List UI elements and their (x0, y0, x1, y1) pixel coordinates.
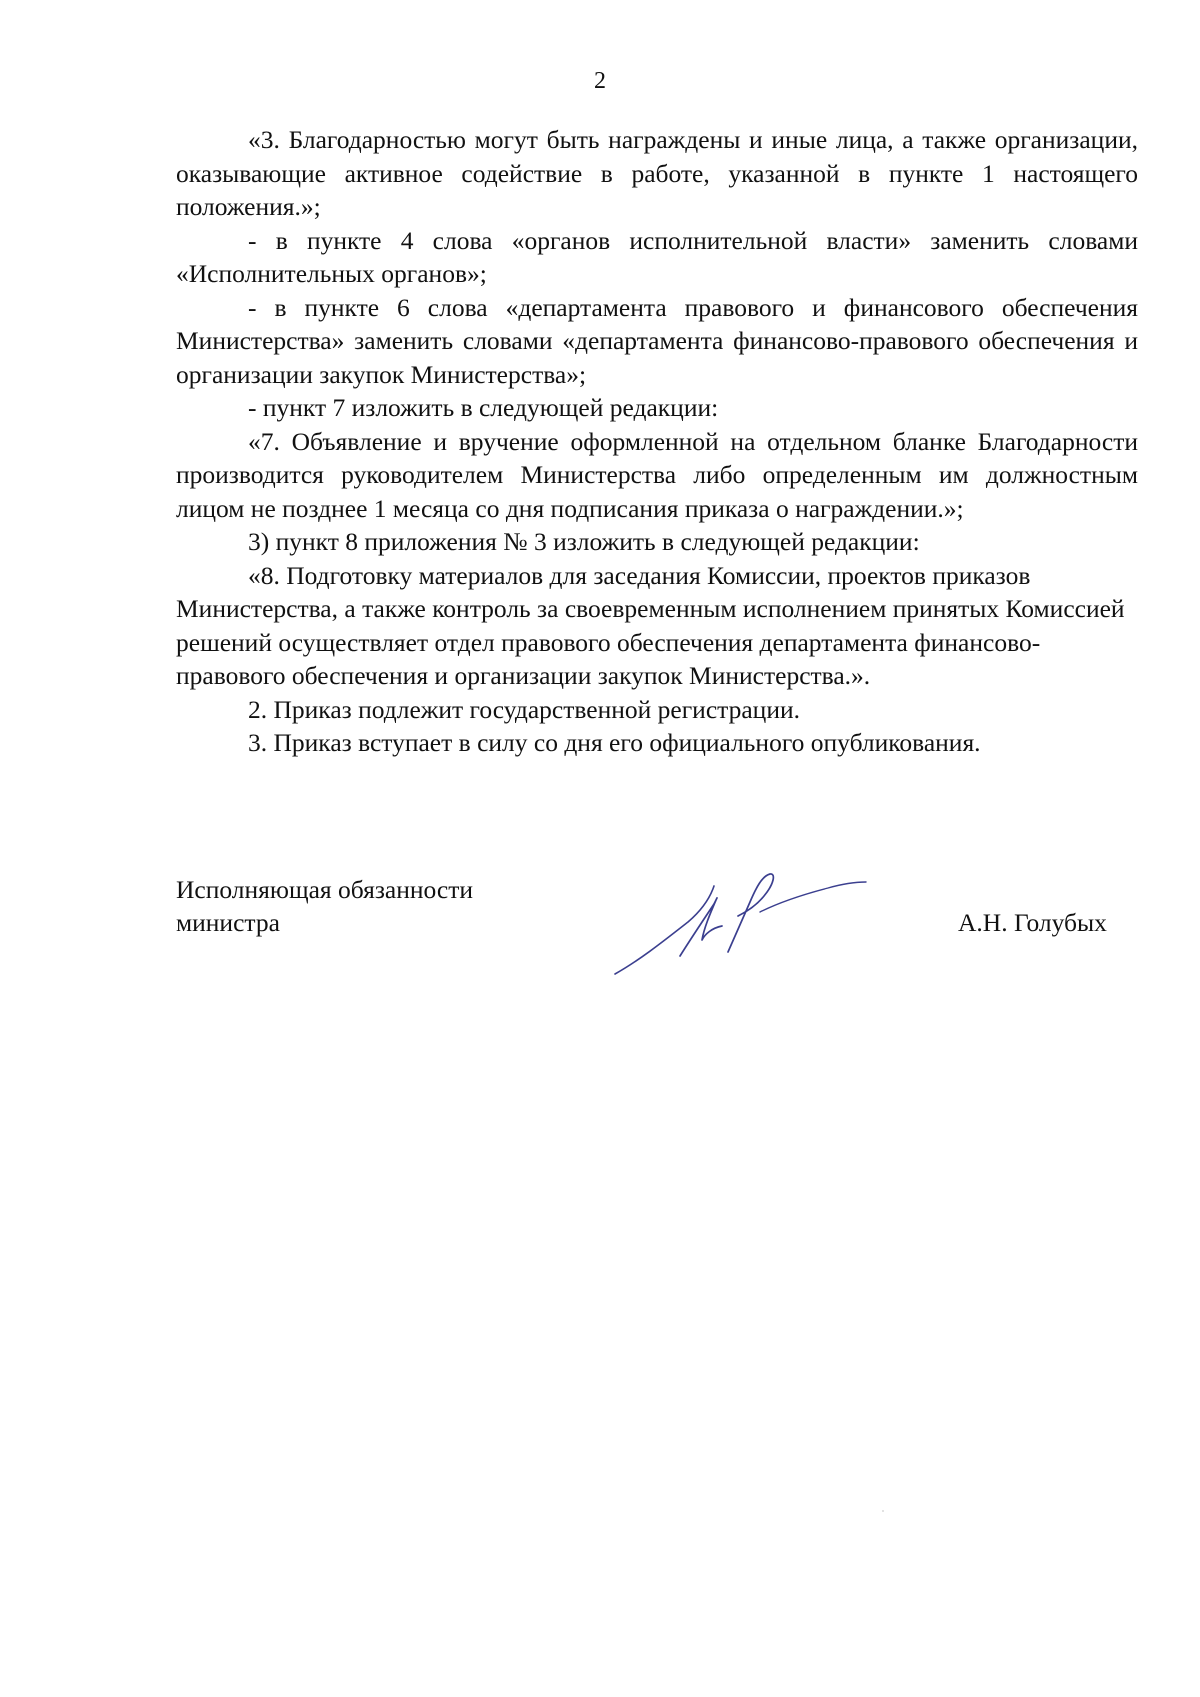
paragraph-point-4-change: - в пункте 4 слова «органов исполнительной власти» заменить словами «Исполнительных органов»; (176, 225, 1138, 288)
signatory-position-line1: Исполняющая обязанности (176, 875, 473, 904)
order-text-body (176, 123, 1138, 760)
signatory-position (176, 873, 473, 939)
paragraph-point-7-intro: - пункт 7 изложить в следующей редакции: (248, 393, 719, 422)
paragraph-registration: 2. Приказ подлежит государственной регистрации. (248, 694, 800, 724)
scan-artifact-dot (882, 1510, 884, 1512)
handwritten-signature (610, 870, 870, 980)
paragraph-item-3-amendment: «3. Благодарностью могут быть награждены и иные лица, а также организации, оказывающие активное содействие в работе, указанной в пункте 1 настоящего положения.»; (176, 125, 1138, 221)
paragraph-point-8-text: «8. Подготовку материалов для заседания Комиссии, проектов приказов Министерства, а также контроль за своевременным исполнением принятых Комиссией решений осуществляет отдел правового обеспечения департамента финансово-правового обеспечения и организации закупок Министерства.». (176, 560, 1125, 690)
paragraph-entry-into-force: 3. Приказ вступает в силу со дня его официального опубликования. (248, 728, 981, 757)
paragraph-point-7-text: «7. Объявление и вручение оформленной на отдельном бланке Благодарности производится руководителем Министерства либо определенным им должностным лицом не позднее 1 месяца со дня подписания приказа о награждении.»; (176, 426, 1138, 523)
page-number: 2 (594, 68, 606, 94)
signer-name: А.Н. Голубых (958, 908, 1107, 937)
paragraph-point-6-change: - в пункте 6 слова «департамента правового и финансового обеспечения Министерства» заменить словами «департамента финансово-правового обеспечения и организации закупок Министерства»; (176, 292, 1138, 389)
paragraph-appendix-3-intro: 3) пункт 8 приложения № 3 изложить в следующей редакции: (248, 527, 920, 556)
signatory-position-line2: министра (176, 908, 280, 937)
